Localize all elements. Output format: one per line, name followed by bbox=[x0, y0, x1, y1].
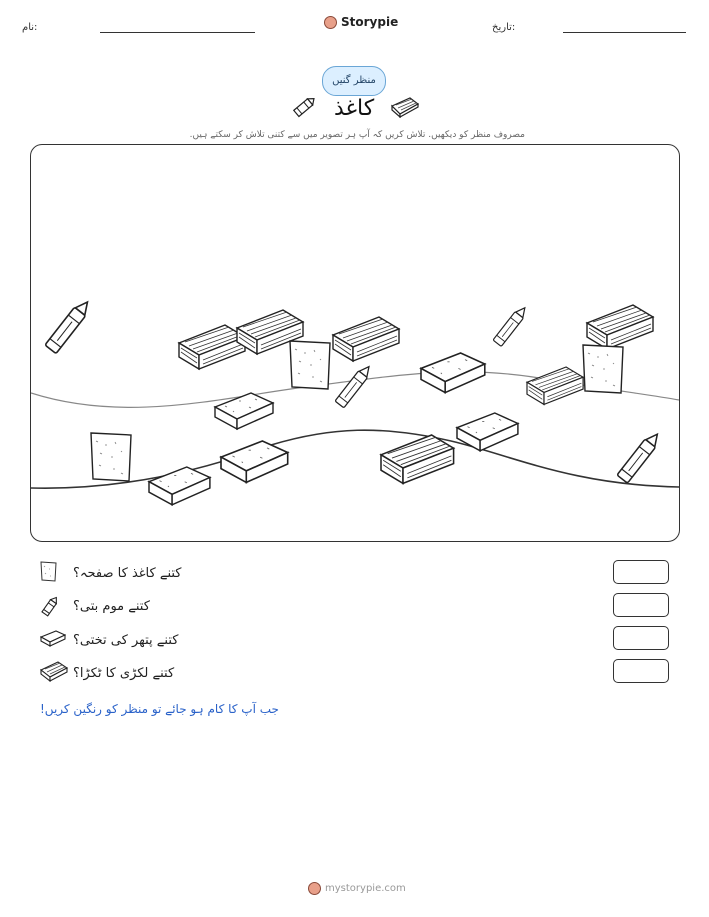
storypie-logo-icon bbox=[324, 16, 337, 29]
answer-box-wood-plank[interactable] bbox=[613, 659, 669, 683]
crayon-2 bbox=[493, 305, 529, 347]
question-stone-slab: کتنے پتھر کی تختی؟ bbox=[73, 633, 179, 648]
date-line[interactable] bbox=[563, 32, 686, 33]
crayon-1 bbox=[45, 298, 93, 354]
paper-icon bbox=[40, 561, 58, 583]
crayon-icon bbox=[290, 94, 318, 120]
stone-slab-1 bbox=[215, 393, 273, 429]
footer-site[interactable]: mystorypie.com bbox=[325, 883, 406, 894]
stone-slab-5 bbox=[149, 467, 210, 505]
stone-slab-2 bbox=[421, 353, 485, 393]
wood-plank-4 bbox=[587, 305, 653, 349]
paper-1 bbox=[290, 341, 330, 389]
paper-3 bbox=[91, 433, 131, 481]
instructions: مصروف منظر کو دیکھیں. تلاش کریں کہ آپ ہر تصویر میں سے کتنی تلاش کر سکتے ہیں. bbox=[189, 130, 525, 140]
scene-illustration bbox=[31, 145, 679, 541]
crayon-3 bbox=[335, 363, 373, 408]
brand-name: Storypie bbox=[341, 15, 399, 29]
crayon-icon bbox=[40, 594, 62, 618]
question-crayon: کتنے موم بتی؟ bbox=[73, 599, 150, 614]
footer bbox=[308, 882, 406, 895]
stone-slab-icon bbox=[40, 630, 66, 648]
name-line[interactable] bbox=[100, 32, 255, 33]
answer-box-crayon[interactable] bbox=[613, 593, 669, 617]
storypie-logo-icon bbox=[308, 882, 321, 895]
wood-plank-3 bbox=[333, 317, 399, 361]
stone-slab-4 bbox=[221, 441, 288, 482]
question-wood-plank: کتنے لکڑی کا ٹکڑا؟ bbox=[73, 666, 175, 681]
crayon-4 bbox=[617, 430, 663, 483]
coloring-instruction: جب آپ کا کام ہو جائے تو منظر کو رنگین کریں! bbox=[40, 702, 279, 716]
wood-plank-icon bbox=[390, 96, 420, 118]
name-label: نام: bbox=[22, 22, 38, 33]
wood-plank-1 bbox=[179, 325, 245, 369]
page-title: کاغذ bbox=[334, 96, 375, 121]
date-label: تاریخ: bbox=[492, 22, 516, 33]
scene-frame bbox=[30, 144, 680, 542]
answer-box-paper[interactable] bbox=[613, 560, 669, 584]
wood-plank-6 bbox=[381, 435, 454, 483]
paper-2 bbox=[583, 345, 623, 393]
answer-box-stone-slab[interactable] bbox=[613, 626, 669, 650]
brand-logo bbox=[324, 15, 398, 29]
wood-plank-icon bbox=[40, 660, 68, 682]
scene-badge: منظر گنیں bbox=[322, 66, 386, 96]
wood-plank-5 bbox=[527, 367, 583, 404]
question-paper: کتنے کاغذ کا صفحہ؟ bbox=[73, 566, 182, 581]
